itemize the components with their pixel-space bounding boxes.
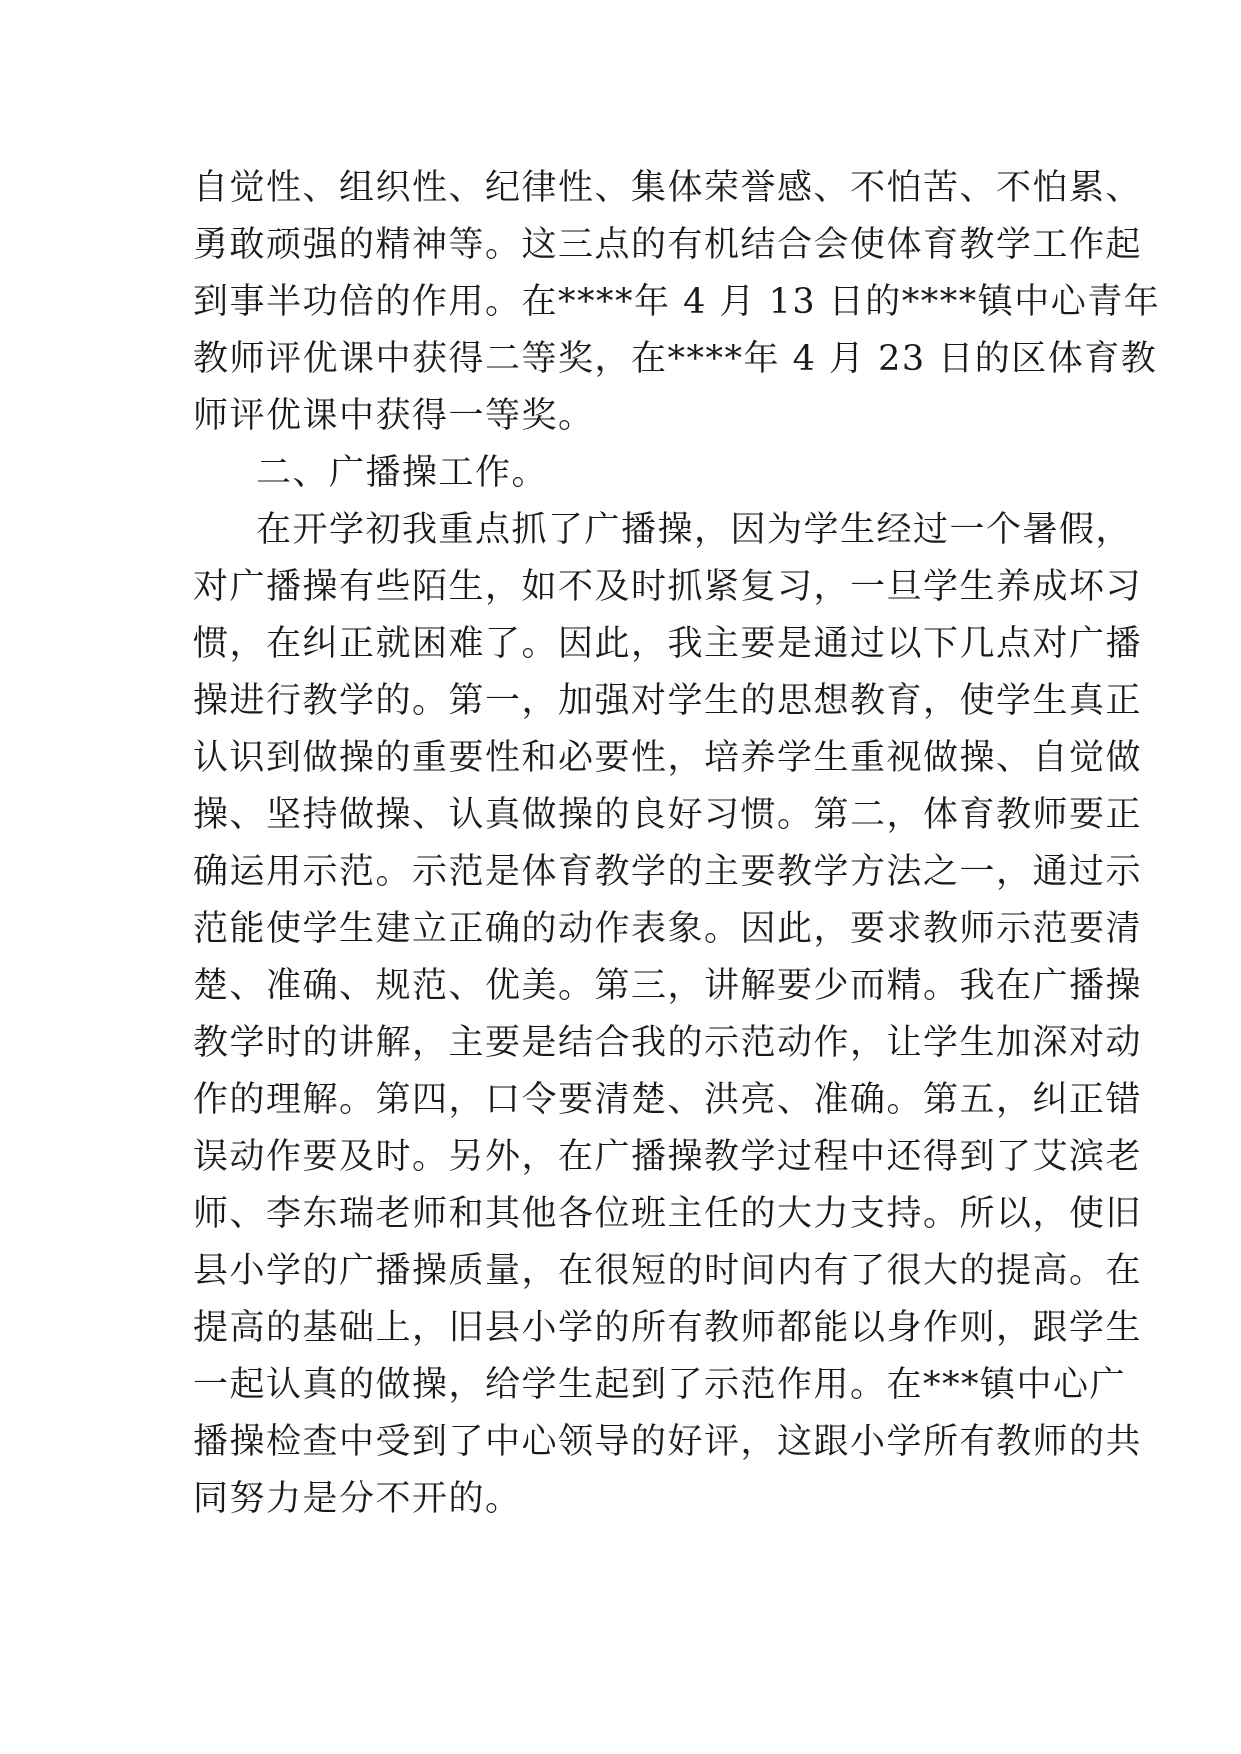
- text-line: 确运用示范。示范是体育教学的主要教学方法之一，通过示: [193, 852, 1143, 892]
- section-heading: 二、广播操工作。: [256, 453, 549, 493]
- text-line: 同努力是分不开的。: [193, 1479, 522, 1519]
- text-line: 自觉性、组织性、纪律性、集体荣誉感、不怕苦、不怕累、: [193, 168, 1143, 208]
- text-line: 惯，在纠正就困难了。因此，我主要是通过以下几点对广播: [193, 624, 1143, 664]
- text-line: 勇敢顽强的精神等。这三点的有机结合会使体育教学工作起: [193, 225, 1143, 265]
- text-line: 误动作要及时。另外，在广播操教学过程中还得到了艾滨老: [193, 1137, 1143, 1177]
- text-line: 县小学的广播操质量，在很短的时间内有了很大的提高。在: [193, 1251, 1143, 1291]
- paragraph-first-line: 在开学初我重点抓了广播操，因为学生经过一个暑假，: [256, 510, 1133, 550]
- text-line: 教师评优课中获得二等奖，在****年 4 月 23 日的区体育教: [193, 339, 1158, 379]
- text-line: 楚、准确、规范、优美。第三，讲解要少而精。我在广播操: [193, 966, 1143, 1006]
- text-line: 认识到做操的重要性和必要性，培养学生重视做操、自觉做: [193, 738, 1143, 778]
- text-line: 播操检查中受到了中心领导的好评，这跟小学所有教师的共: [193, 1422, 1143, 1462]
- text-line: 教学时的讲解，主要是结合我的示范动作，让学生加深对动: [193, 1023, 1143, 1063]
- text-line: 作的理解。第四，口令要清楚、洪亮、准确。第五，纠正错: [193, 1080, 1143, 1120]
- text-line: 师评优课中获得一等奖。: [193, 396, 595, 436]
- document-body: [193, 160, 1161, 1528]
- text-line: 操、坚持做操、认真做操的良好习惯。第二，体育教师要正: [193, 795, 1143, 835]
- text-line: 到事半功倍的作用。在****年 4 月 13 日的****镇中心青年: [193, 282, 1161, 322]
- text-line: 提高的基础上，旧县小学的所有教师都能以身作则，跟学生: [193, 1308, 1143, 1348]
- text-line: 一起认真的做操，给学生起到了示范作用。在***镇中心广: [193, 1365, 1127, 1405]
- text-line: 范能使学生建立正确的动作表象。因此，要求教师示范要清: [193, 909, 1143, 949]
- text-line: 师、李东瑞老师和其他各位班主任的大力支持。所以，使旧: [193, 1194, 1143, 1234]
- text-line: 操进行教学的。第一，加强对学生的思想教育，使学生真正: [193, 681, 1143, 721]
- text-line: 对广播操有些陌生，如不及时抓紧复习，一旦学生养成坏习: [193, 567, 1143, 607]
